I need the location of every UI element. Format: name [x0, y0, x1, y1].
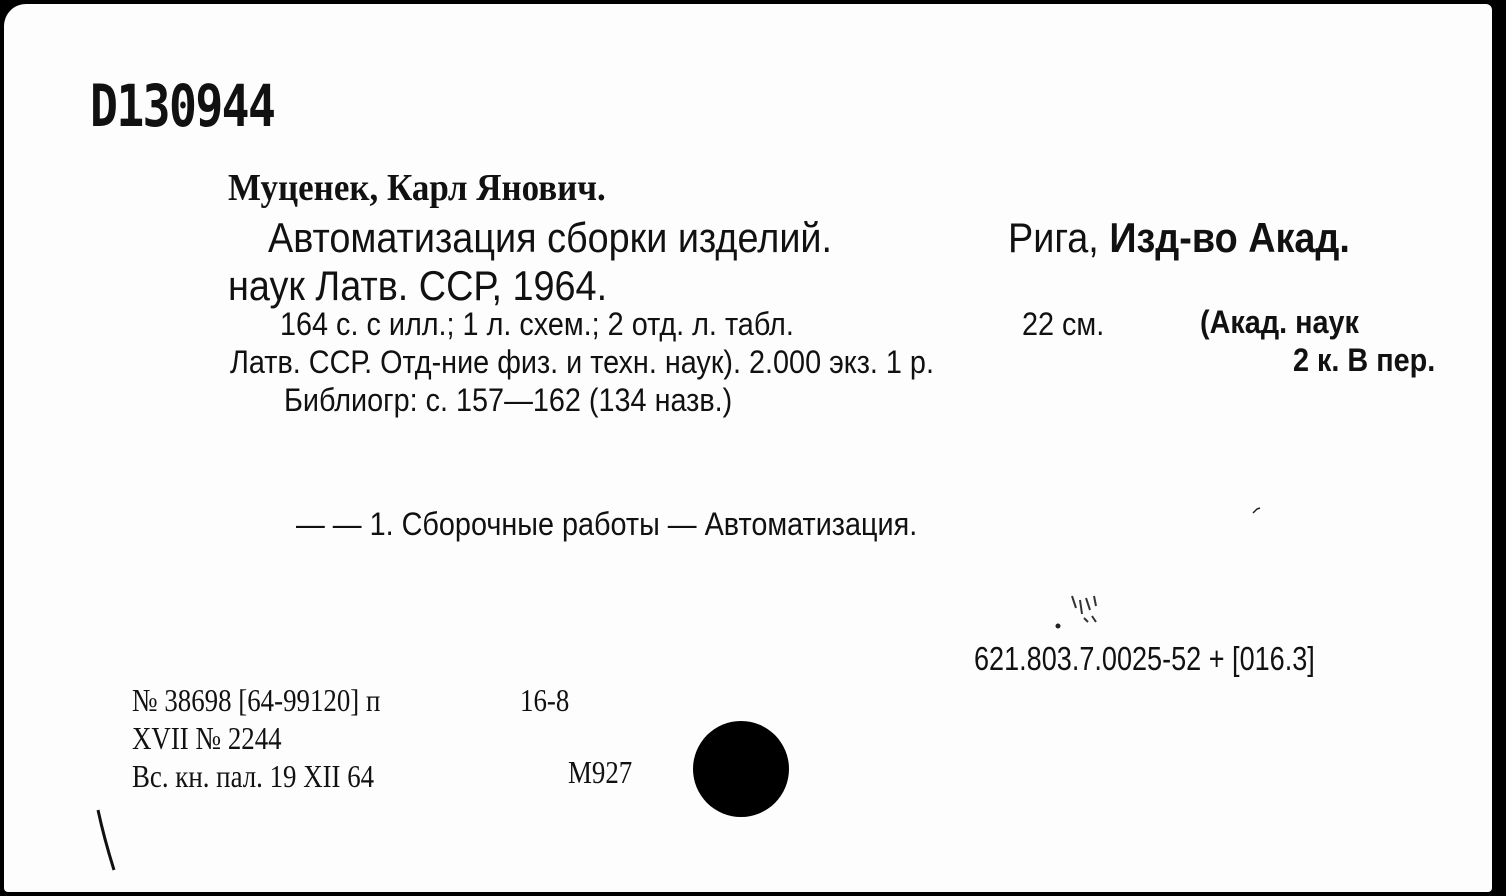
record-chamber-date: Вс. кн. пал. 19 XII 64	[132, 758, 375, 794]
publisher-place: Рига,	[1008, 214, 1099, 261]
publisher-name: Изд-во Акад.	[1109, 214, 1350, 261]
record-order: М927	[568, 754, 633, 790]
price-binding: 2 к. В пер.	[1293, 342, 1436, 378]
record-volume: XVII № 2244	[132, 720, 282, 756]
author-heading: Муценек, Карл Янович.	[228, 167, 606, 209]
record-number: № 38698 [64-99120] п	[132, 682, 381, 718]
catalog-card	[4, 4, 1492, 892]
punch-hole	[693, 721, 789, 817]
subject-heading: — — 1. Сборочные работы — Автоматизация.	[296, 506, 918, 542]
series-note: Латв. ССР. Отд-ние физ. и техн. наук). 2.000 экз. 1 р.	[230, 344, 934, 380]
ink-specks	[1024, 592, 1104, 641]
physical-description-1: 164 с. с илл.; 1 л. схем.; 2 отд. л. табл.	[280, 306, 794, 342]
book-title: Автоматизация сборки изделий.	[268, 214, 833, 261]
series-note-start: (Акад. наук	[1200, 304, 1359, 340]
pencil-mark	[88, 808, 148, 883]
publisher-continuation: наук Латв. ССР, 1964.	[228, 262, 608, 309]
udc-classification: 621.803.7.0025-52 + [016.3]	[974, 640, 1315, 677]
publisher-line	[1008, 214, 1350, 262]
bibliography-note: Библиогр: с. 157—162 (134 назв.)	[284, 382, 733, 418]
catalog-number: D130944	[90, 72, 275, 140]
physical-description-size: 22 см.	[1022, 306, 1105, 342]
record-code: 16-8	[520, 682, 570, 718]
ink-speck	[1252, 502, 1262, 520]
